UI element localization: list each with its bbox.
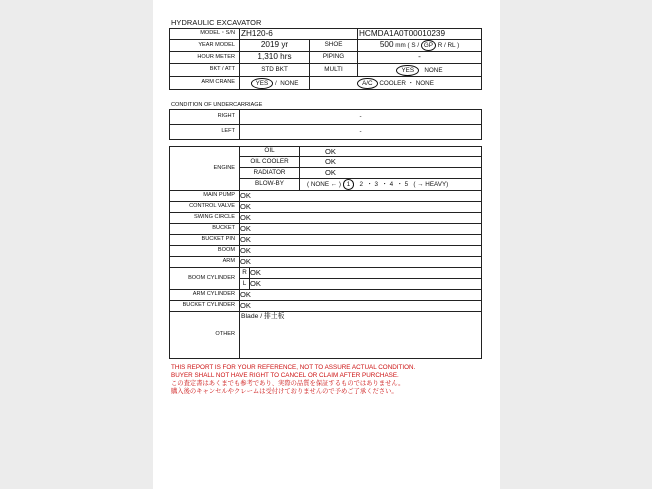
- main-pump-value: OK: [240, 191, 482, 202]
- other-value: Blade / 排土板: [240, 312, 482, 359]
- swing-circle-value: OK: [240, 213, 482, 224]
- table-row: [170, 246, 482, 257]
- table-row: [170, 257, 482, 268]
- model-sn-label: MODEL・S/N: [170, 29, 240, 40]
- shoe-cell: 500 mm ( S / GP R / RL ): [358, 40, 482, 52]
- hour-meter-value: 1,310 hrs: [240, 52, 310, 64]
- blowby-label: BLOW-BY: [240, 179, 300, 191]
- ac-option: A/C: [357, 78, 378, 89]
- model-value: ZH120-6: [240, 29, 358, 40]
- engine-label: ENGINE: [170, 147, 240, 191]
- blowby-heavy: ( → HEAVY): [413, 181, 449, 188]
- disclaimer-line-4: 購入後のキャンセルやクレームは受付けておりませんので予めご了承ください。: [171, 388, 398, 396]
- main-pump-label: MAIN PUMP: [170, 191, 240, 202]
- boom-cylinder-right-value: OK: [250, 268, 482, 279]
- machine-info-table: [169, 28, 482, 90]
- control-valve-value: OK: [240, 202, 482, 213]
- boom-cylinder-label: BOOM CYLINDER: [170, 268, 240, 290]
- multi-none: NONE: [424, 66, 443, 74]
- arm-crane-none: NONE: [280, 79, 299, 87]
- engine-radiator-label: RADIATOR: [240, 168, 300, 179]
- bkt-att-label: BKT / ATT: [170, 64, 240, 77]
- disclaimer: [171, 364, 415, 396]
- shoe-option-gp: GP: [421, 40, 436, 51]
- bucket-value: OK: [240, 224, 482, 235]
- serial-value: HCMDA1A0T00010239: [358, 29, 482, 40]
- disclaimer-line-1: THIS REPORT IS FOR YOUR REFERENCE, NOT TO ASSURE ACTUAL CONDITION.: [171, 364, 416, 371]
- undercarriage-right-label: RIGHT: [170, 110, 240, 125]
- multi-label: MULTI: [310, 64, 358, 77]
- boom-label: BOOM: [170, 246, 240, 257]
- bucket-cylinder-label: BUCKET CYLINDER: [170, 301, 240, 312]
- swing-circle-label: SWING CIRCLE: [170, 213, 240, 224]
- shoe-option-r: R: [437, 42, 443, 49]
- multi-cell: [358, 64, 482, 77]
- blowby-level-1: 1: [343, 179, 355, 190]
- piping-label: PIPING: [310, 52, 358, 64]
- arm-label: ARM: [170, 257, 240, 268]
- undercarriage-left-label: LEFT: [170, 125, 240, 140]
- cooler-label: COOLER: [379, 79, 406, 87]
- control-valve-label: CONTROL VALVE: [170, 202, 240, 213]
- bucket-label: BUCKET: [170, 224, 240, 235]
- shoe-unit: mm: [395, 42, 406, 49]
- boom-value: OK: [240, 246, 482, 257]
- blowby-level-5: 5: [404, 181, 409, 188]
- arm-value: OK: [240, 257, 482, 268]
- arm-crane-label: ARM CRANE: [170, 77, 240, 90]
- shoe-option-rl: RL: [447, 42, 456, 49]
- disclaimer-line-2: BUYER SHALL NOT HAVE RIGHT TO CANCEL OR CLAIM AFTER PURCHASE.: [171, 372, 399, 380]
- engine-oil-cooler-label: OIL COOLER: [240, 157, 300, 168]
- engine-oil-value: OK: [300, 147, 482, 157]
- engine-oil-cooler-value: OK: [300, 157, 482, 168]
- piping-value: -: [358, 52, 482, 64]
- boom-cylinder-right-label: R: [240, 268, 250, 279]
- arm-cylinder-label: ARM CYLINDER: [170, 290, 240, 301]
- table-row: [170, 224, 482, 235]
- inspection-table: [169, 146, 482, 359]
- boom-cylinder-left-value: OK: [250, 279, 482, 290]
- report-title: HYDRAULIC EXCAVATOR: [171, 18, 262, 27]
- year-model-value: 2019 yr: [240, 40, 310, 52]
- arm-cylinder-value: OK: [240, 290, 482, 301]
- bucket-cylinder-value: OK: [240, 301, 482, 312]
- table-row: [170, 202, 482, 213]
- blowby-level-3: 3: [374, 181, 379, 188]
- hour-meter-label: HOUR METER: [170, 52, 240, 64]
- table-row: [170, 191, 482, 202]
- bkt-att-value: STD BKT: [240, 64, 310, 77]
- bucket-pin-value: OK: [240, 235, 482, 246]
- other-label: OTHER: [170, 312, 240, 359]
- bucket-pin-label: BUCKET PIN: [170, 235, 240, 246]
- table-row: [170, 235, 482, 246]
- shoe-value: 500: [379, 40, 394, 49]
- boom-cylinder-left-label: L: [240, 279, 250, 290]
- arm-crane-cell: YES / NONE: [240, 77, 310, 90]
- blowby-level-2: 2: [359, 181, 363, 188]
- year-model-label: YEAR MODEL: [170, 40, 240, 52]
- cooler-cell: A/C COOLER ・ NONE: [310, 77, 482, 90]
- engine-oil-label: OIL: [240, 147, 300, 157]
- disclaimer-line-3: この査定書はあくまでも参考であり、実際の品質を保証するものではありません。: [171, 380, 405, 388]
- blowby-none: ( NONE ← ): [307, 181, 341, 188]
- shoe-option-s: S: [411, 42, 416, 49]
- undercarriage-left-value: -: [240, 125, 482, 140]
- table-row: [170, 213, 482, 224]
- undercarriage-right-value: -: [240, 110, 482, 125]
- undercarriage-table: [169, 109, 482, 140]
- blowby-level-4: 4: [389, 181, 394, 188]
- undercarriage-section-label: CONDITION OF UNDERCARRIAGE: [171, 102, 263, 108]
- blowby-scale: ( NONE ← ) 1 2 ・ 3 ・ 4 ・ 5 ( → HEAVY): [300, 179, 482, 191]
- engine-radiator-value: OK: [300, 168, 482, 179]
- multi-yes: YES: [396, 65, 419, 76]
- shoe-label: SHOE: [310, 40, 358, 52]
- arm-crane-yes: YES: [251, 78, 274, 89]
- cooler-none: NONE: [415, 79, 434, 87]
